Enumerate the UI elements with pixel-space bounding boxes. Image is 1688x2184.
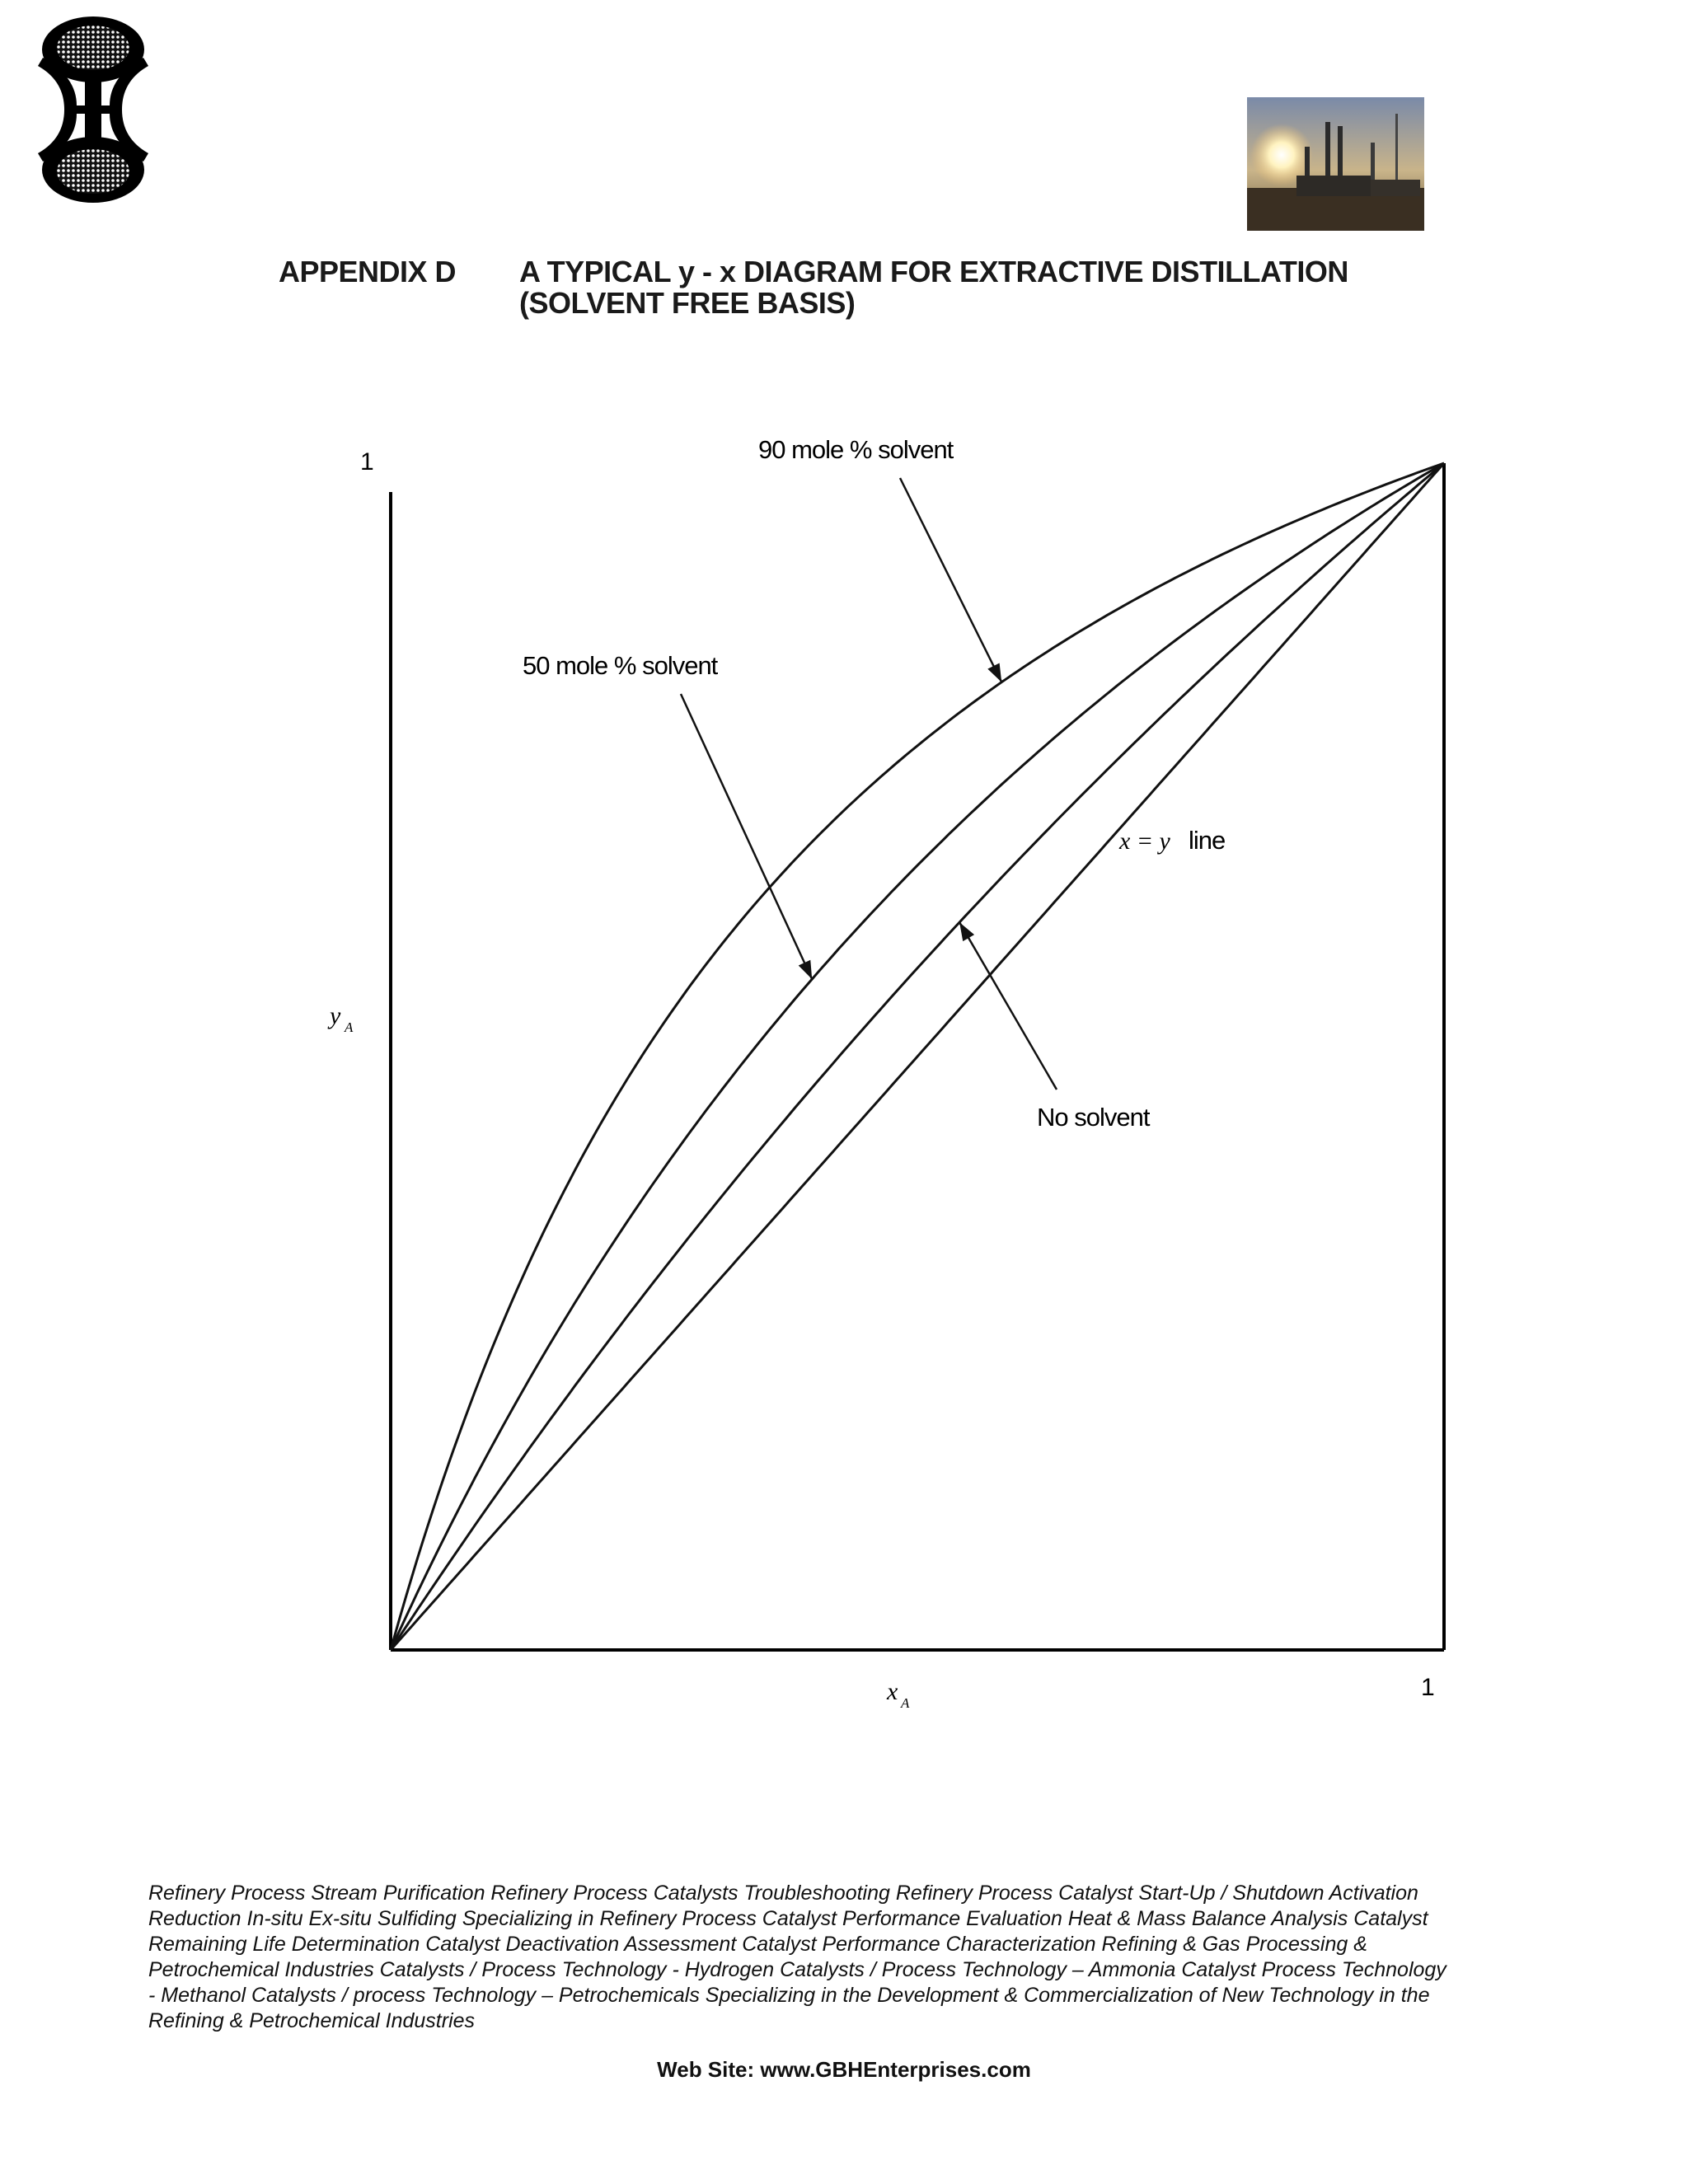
label-x-equals-y-math: x = y xyxy=(1119,827,1170,855)
vle-curves xyxy=(391,463,1444,1650)
x-axis-label: x xyxy=(887,1678,898,1705)
series-line-3 xyxy=(391,463,1444,1650)
services-description: Refinery Process Stream Purification Refinery Process Catalysts Troubleshooting Refinery Process Catalyst Start-Up / Shutdown Activation Reduction In-situ Ex-situ Sulfiding Specializing in Refinery Process Catalyst Performance Evaluation Heat & Mass Balance Analysis Catalyst Remaining Life Determination Catalyst Deactivation Assessment Catalyst Performance Characterization Refining & Gas Processing & Petrochemical Industries Catalysts / Process Technology - Hydrogen Catalysts / Process Technology – Ammonia Catalyst Process Technology - Methanol Catalysts / process Technology – Petrochemicals Specializing in the Development & Commercialization of New Technology in the Refining & Petrochemical Industries xyxy=(148,1882,1447,2032)
label-no-solvent: No solvent xyxy=(1037,1103,1150,1132)
arrow-90-mole-shaft xyxy=(900,478,1001,682)
label-x-equals-y-line: line xyxy=(1189,826,1226,855)
label-50-mole-solvent: 50 mole % solvent xyxy=(523,651,718,680)
appendix-label: APPENDIX D xyxy=(279,255,457,288)
chart-title-line1: A TYPICAL y - x DIAGRAM FOR EXTRACTIVE DISTILLATION xyxy=(519,255,1348,288)
y-axis-label-sub: A xyxy=(345,1019,354,1035)
y-axis-label: y xyxy=(330,1002,341,1029)
arrow-50-mole-shaft xyxy=(681,694,812,979)
arrow-90-mole-head xyxy=(987,663,1001,682)
website-link[interactable]: Web Site: www.GBHEnterprises.com xyxy=(657,2057,1031,2082)
y-tick-label: 1 xyxy=(360,448,374,476)
x-axis-label-sub: A xyxy=(901,1695,910,1711)
chart-labels xyxy=(327,435,1435,1711)
x-tick-label: 1 xyxy=(1421,1674,1435,1701)
arrow-no-solvent-shaft xyxy=(959,922,1057,1090)
annotation-arrows xyxy=(681,478,1057,1090)
label-90-mole-solvent: 90 mole % solvent xyxy=(758,435,954,464)
arrow-50-mole-head xyxy=(799,960,812,979)
arrow-no-solvent-head xyxy=(959,922,974,941)
chart-title-line2: (SOLVENT FREE BASIS) xyxy=(519,286,856,320)
